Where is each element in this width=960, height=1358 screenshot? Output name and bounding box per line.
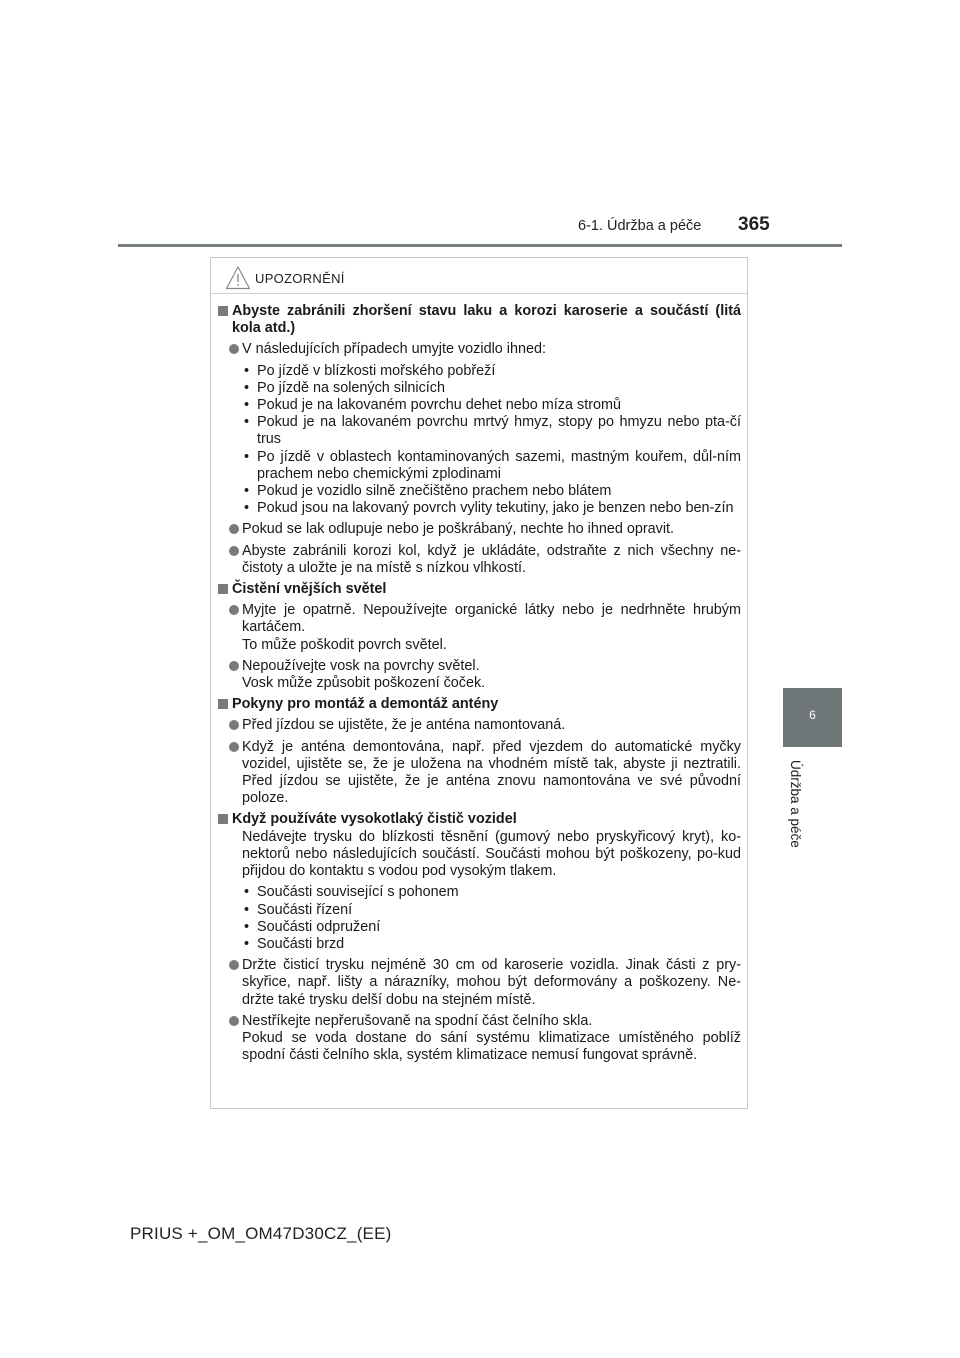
bullet-item: • Pokud je na lakovaném povrchu mrtvý hmyz, stopy po hmyzu nebo pta-čí trus bbox=[244, 414, 741, 448]
section-heading bbox=[218, 303, 741, 337]
bullet-item: • Po jízdě v blízkosti mořského pobřeží bbox=[244, 362, 496, 379]
bullet-item: • Po jízdě v oblastech kontaminovaných sazemi, mastným kouřem, důl-ním prachem nebo chemickými zplodinami bbox=[244, 448, 741, 482]
dot-point bbox=[218, 957, 741, 1009]
section-heading bbox=[218, 581, 741, 598]
square-bullet-icon bbox=[218, 306, 228, 316]
chapter-tab bbox=[783, 688, 842, 747]
bullet-text: Součásti související s pohonem bbox=[257, 884, 459, 901]
dot-point bbox=[218, 717, 741, 734]
square-bullet-icon bbox=[218, 814, 228, 824]
bullet-text: Po jízdě v blízkosti mořského pobřeží bbox=[257, 362, 496, 379]
bullet-item: • Součásti brzd bbox=[244, 935, 345, 952]
bullet-text: Po jízdě na solených silnicích bbox=[257, 379, 445, 396]
header-rule bbox=[118, 244, 842, 247]
warning-triangle-icon bbox=[225, 265, 251, 291]
section-heading bbox=[218, 811, 741, 828]
point-text: Před jízdou se ujistěte, že je anténa namontovaná. bbox=[242, 717, 566, 734]
dot-point bbox=[218, 739, 741, 808]
point-text-continued: To může poškodit povrch světel. bbox=[242, 636, 447, 653]
document-code: PRIUS +_OM_OM47D30CZ_(EE) bbox=[130, 1224, 392, 1243]
bullet-text: Pokud je na lakovaném povrchu mrtvý hmyz, stopy po hmyzu nebo pta-čí trus bbox=[257, 414, 741, 448]
warning-title: UPOZORNĚNÍ bbox=[255, 270, 345, 286]
circle-bullet-icon bbox=[229, 344, 239, 354]
bullet-text: Součásti odpružení bbox=[257, 918, 381, 935]
page-number: 365 bbox=[738, 214, 770, 235]
point-text: V následujících případech umyjte vozidlo ihned: bbox=[242, 341, 546, 358]
point-text: Když je anténa demontována, např. před vjezdem do automatické myčky vozidel, ujistěte se, že je uložena na vhodném místě tak, abyste ji neztratili. Před jízdou se ujistěte, že je anténa znovu namontována ve své původní poloze. bbox=[242, 738, 741, 807]
chapter-tab-label: Údržba a péče bbox=[788, 760, 803, 848]
header-section-title: 6-1. Údržba a péče bbox=[578, 218, 702, 234]
section-heading-text: Čistění vnějších světel bbox=[232, 581, 387, 598]
bullet-text: Po jízdě v oblastech kontaminovaných sazemi, mastným kouřem, důl-ním prachem nebo chemickými zplodinami bbox=[257, 448, 741, 482]
bullet-list bbox=[218, 884, 741, 953]
circle-bullet-icon bbox=[229, 546, 239, 556]
bullet-text: Pokud jsou na lakovaný povrch vylity tekutiny, jako je benzen nebo ben-zín bbox=[257, 500, 734, 517]
bullet-item: • Součásti související s pohonem bbox=[244, 884, 459, 901]
circle-bullet-icon bbox=[229, 524, 239, 534]
circle-bullet-icon bbox=[229, 720, 239, 730]
circle-bullet-icon bbox=[229, 1016, 239, 1026]
point-text: Nestříkejte nepřerušovaně na spodní část čelního skla. bbox=[242, 1012, 593, 1029]
point-text-continued: Pokud se voda dostane do sání systému klimatizace umístěného poblíž spodní části čelního skla, systém klimatizace nemusí fungovat správně. bbox=[242, 1029, 741, 1064]
bullet-item: • Pokud je na lakovaném povrchu dehet nebo míza stromů bbox=[244, 397, 621, 414]
point-text: Pokud se lak odlupuje nebo je poškrábaný, nechte ho ihned opravit. bbox=[242, 521, 675, 538]
warning-header-rule bbox=[211, 293, 747, 294]
square-bullet-icon bbox=[218, 699, 228, 709]
dot-point bbox=[218, 521, 741, 538]
section-intro: Nedávejte trysku do blízkosti těsnění (gumový nebo pryskyřicový kryt), ko-nektorů nebo následujících součástí. Součásti mohou být poškozeny, po-kud přijdou do kontaktu s vodou pod vysokým tlakem. bbox=[242, 828, 741, 880]
point-text-continued: Vosk může způsobit poškození čoček. bbox=[242, 675, 486, 692]
point-text: Abyste zabránili korozi kol, když je ukládáte, odstraňte z nich všechny ne-čistoty a uložte je na místě s nízkou vlhkostí. bbox=[242, 542, 741, 576]
dot-point bbox=[218, 602, 741, 654]
point-text: Nepoužívejte vosk na povrchy světel. bbox=[242, 657, 480, 674]
bullet-item: • Pokud jsou na lakovaný povrch vylity tekutiny, jako je benzen nebo ben-zín bbox=[244, 500, 734, 517]
dot-point bbox=[218, 543, 741, 577]
bullet-text: Součásti řízení bbox=[257, 901, 353, 918]
bullet-item: • Po jízdě na solených silnicích bbox=[244, 379, 445, 396]
dot-point bbox=[218, 1013, 741, 1065]
square-bullet-icon bbox=[218, 584, 228, 594]
bullet-list bbox=[218, 363, 741, 518]
circle-bullet-icon bbox=[229, 661, 239, 671]
bullet-item: • Součásti řízení bbox=[244, 901, 353, 918]
bullet-text: Pokud je vozidlo silně znečištěno prachem nebo blátem bbox=[257, 483, 612, 500]
point-text: Myjte je opatrně. Nepoužívejte organické látky nebo je nedrhněte hrubým kartáčem. bbox=[242, 602, 741, 636]
section-heading bbox=[218, 696, 741, 713]
section-heading-text: Abyste zabránili zhoršení stavu laku a korozi karoserie a součástí (litá kola atd.) bbox=[232, 303, 741, 337]
circle-bullet-icon bbox=[229, 742, 239, 752]
bullet-item: • Součásti odpružení bbox=[244, 918, 381, 935]
warning-box bbox=[210, 257, 748, 1109]
circle-bullet-icon bbox=[229, 960, 239, 970]
bullet-text: Pokud je na lakovaném povrchu dehet nebo míza stromů bbox=[257, 397, 621, 414]
bullet-text: Součásti brzd bbox=[257, 935, 345, 952]
warning-header bbox=[225, 265, 345, 291]
circle-bullet-icon bbox=[229, 605, 239, 615]
dot-point bbox=[218, 341, 741, 358]
chapter-tab-number: 6 bbox=[809, 708, 816, 722]
section-heading-text: Když používáte vysokotlaký čistič vozidel bbox=[232, 811, 517, 828]
bullet-item: • Pokud je vozidlo silně znečištěno prachem nebo blátem bbox=[244, 483, 612, 500]
warning-content bbox=[218, 299, 741, 1064]
dot-point bbox=[218, 658, 741, 692]
section-heading-text: Pokyny pro montáž a demontáž antény bbox=[232, 696, 499, 713]
point-text: Držte čisticí trysku nejméně 30 cm od karoserie vozidla. Jinak části z pry-skyřice, např. lišty a nárazníky, mohou být deformovány a poškozeny. Ne-držte také trysku delší dobu na stejném místě. bbox=[242, 957, 741, 1008]
